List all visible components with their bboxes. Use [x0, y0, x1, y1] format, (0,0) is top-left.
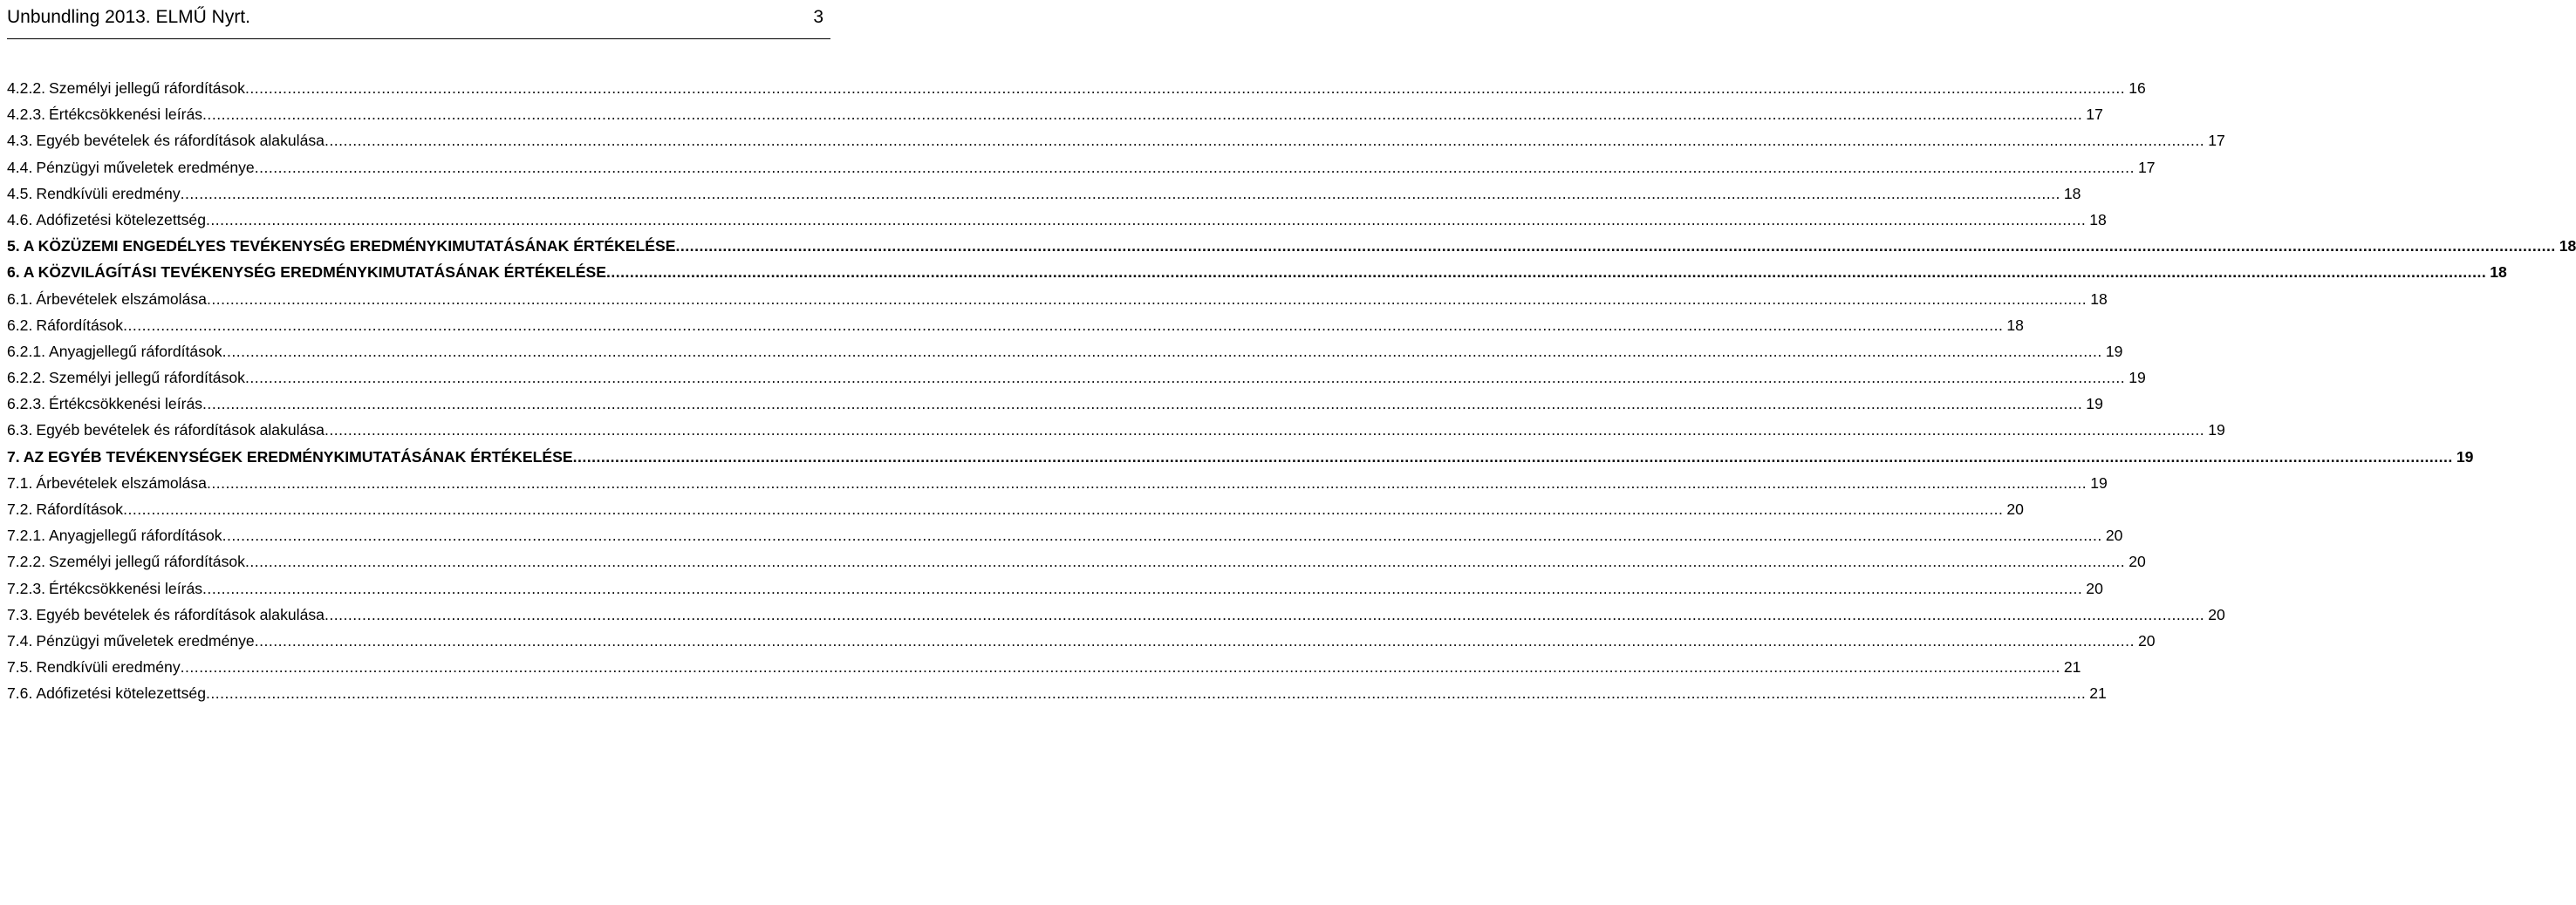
toc-dot-leader: ................................................................................................................................................................................................................................................................................................................................................................................................................	[206, 473, 2087, 492]
toc-entry[interactable]	[7, 522, 2123, 548]
table-of-contents	[7, 75, 2576, 707]
toc-entry-page: 18	[2006, 316, 2024, 334]
toc-entry-number: 7.5.	[7, 658, 33, 677]
toc-dot-leader: ................................................................................................................................................................................................................................................................................................................................................................................................................	[324, 421, 2205, 439]
toc-entry-line	[7, 101, 2103, 127]
toc-entry-number: 4.6.	[7, 210, 33, 228]
toc-entry-line	[7, 180, 2081, 207]
toc-entry-number: 4.2.3.	[7, 105, 46, 124]
toc-entry-line	[7, 575, 2103, 602]
toc-entry-line	[7, 391, 2103, 417]
toc-entry-title: AZ EGYÉB TEVÉKENYSÉGEK EREDMÉNYKIMUTATÁSÁNAK ÉRTÉKELÉSE	[23, 447, 573, 466]
toc-entry-page: 19	[2456, 447, 2474, 466]
toc-entry-page: 19	[2105, 342, 2123, 360]
toc-dot-leader: ................................................................................................................................................................................................................................................................................................................................................................................................................	[202, 395, 2083, 413]
toc-entry-number: 6.2.2.	[7, 369, 46, 387]
toc-entry-title: Anyagjellegű ráfordítások	[49, 342, 222, 360]
toc-entry-page: 20	[2128, 553, 2146, 571]
toc-dot-leader: ................................................................................................................................................................................................................................................................................................................................................................................................................	[572, 447, 2453, 466]
toc-entry-number: 6.3.	[7, 421, 33, 439]
toc-entry[interactable]	[7, 654, 2081, 680]
toc-dot-leader: ................................................................................................................................................................................................................................................................................................................................................................................................................	[254, 631, 2135, 650]
toc-entry-number: 6.2.	[7, 316, 33, 334]
toc-entry-page: 20	[2006, 500, 2024, 518]
toc-entry-line	[7, 312, 2024, 338]
toc-dot-leader: ................................................................................................................................................................................................................................................................................................................................................................................................................	[244, 79, 2126, 97]
toc-entry-page: 20	[2137, 631, 2156, 650]
toc-dot-leader: ................................................................................................................................................................................................................................................................................................................................................................................................................	[254, 158, 2135, 176]
toc-entry[interactable]	[7, 180, 2081, 207]
toc-entry-line	[7, 154, 2156, 180]
toc-entry[interactable]	[7, 127, 2225, 153]
toc-entry[interactable]	[7, 496, 2024, 522]
toc-entry[interactable]	[7, 312, 2024, 338]
toc-dot-leader: ................................................................................................................................................................................................................................................................................................................................................................................................................	[205, 684, 2087, 703]
toc-entry-page: 20	[2105, 527, 2123, 545]
toc-entry-page: 17	[2086, 105, 2103, 124]
toc-entry-number: 7.3.	[7, 605, 33, 623]
toc-entry[interactable]	[7, 628, 2156, 654]
toc-dot-leader: ................................................................................................................................................................................................................................................................................................................................................................................................................	[222, 342, 2102, 360]
toc-entry-page: 20	[2208, 605, 2225, 623]
toc-entry-title: Értékcsökkenési leírás	[49, 395, 203, 413]
toc-entry-page: 20	[2086, 579, 2103, 597]
toc-entry-title: Árbevételek elszámolása	[36, 289, 207, 308]
toc-entry-line	[7, 602, 2225, 628]
toc-dot-leader: ................................................................................................................................................................................................................................................................................................................................................................................................................	[202, 105, 2083, 124]
toc-dot-leader: ................................................................................................................................................................................................................................................................................................................................................................................................................	[202, 579, 2083, 597]
toc-entry-number: 7.1.	[7, 473, 33, 492]
toc-entry[interactable]	[7, 470, 2108, 496]
toc-entry-number: 7.6.	[7, 684, 33, 703]
toc-entry[interactable]	[7, 444, 2474, 470]
toc-entry-number: 6.1.	[7, 289, 33, 308]
toc-dot-leader: ................................................................................................................................................................................................................................................................................................................................................................................................................	[324, 132, 2205, 150]
toc-entry[interactable]	[7, 391, 2103, 417]
toc-entry-title: Személyi jellegű ráfordítások	[49, 553, 245, 571]
toc-entry-line	[7, 233, 2576, 259]
toc-entry[interactable]	[7, 680, 2107, 706]
toc-entry[interactable]	[7, 286, 2108, 312]
toc-entry-line	[7, 207, 2107, 233]
toc-entry-number: 4.4.	[7, 158, 33, 176]
toc-dot-leader: ................................................................................................................................................................................................................................................................................................................................................................................................................	[123, 316, 2004, 334]
toc-entry[interactable]	[7, 338, 2123, 364]
toc-entry-title: Anyagjellegű ráfordítások	[49, 527, 222, 545]
toc-entry-number: 4.2.2.	[7, 79, 46, 97]
toc-entry-title: Értékcsökkenési leírás	[49, 579, 203, 597]
toc-dot-leader: ................................................................................................................................................................................................................................................................................................................................................................................................................	[180, 184, 2060, 202]
toc-entry-number: 6.2.3.	[7, 395, 46, 413]
toc-entry-page: 18	[2490, 263, 2507, 282]
toc-entry-line	[7, 364, 2146, 391]
toc-entry-line	[7, 470, 2108, 496]
toc-dot-leader: ................................................................................................................................................................................................................................................................................................................................................................................................................	[675, 237, 2556, 255]
toc-entry-page: 18	[2063, 184, 2081, 202]
toc-entry-number: 7.2.2.	[7, 553, 46, 571]
toc-entry-title: Értékcsökkenési leírás	[49, 105, 203, 124]
toc-entry[interactable]	[7, 548, 2146, 575]
toc-entry-line	[7, 496, 2024, 522]
toc-entry-title: Személyi jellegű ráfordítások	[49, 79, 245, 97]
toc-dot-leader: ................................................................................................................................................................................................................................................................................................................................................................................................................	[205, 210, 2087, 228]
toc-entry-line	[7, 628, 2156, 654]
toc-entry-line	[7, 286, 2108, 312]
toc-dot-leader: ................................................................................................................................................................................................................................................................................................................................................................................................................	[180, 658, 2060, 677]
toc-entry-line	[7, 75, 2146, 101]
toc-entry-line	[7, 548, 2146, 575]
toc-entry-title: A KÖZÜZEMI ENGEDÉLYES TEVÉKENYSÉG EREDMÉNYKIMUTATÁSÁNAK ÉRTÉKELÉSE	[23, 237, 676, 255]
toc-entry[interactable]	[7, 233, 2576, 259]
toc-entry-number: 7.2.3.	[7, 579, 46, 597]
toc-dot-leader: ................................................................................................................................................................................................................................................................................................................................................................................................................	[244, 553, 2126, 571]
toc-entry-title: Személyi jellegű ráfordítások	[49, 369, 245, 387]
toc-entry-number: 5.	[7, 237, 20, 255]
toc-entry-title: Rendkívüli eredmény	[36, 184, 181, 202]
toc-dot-leader: ................................................................................................................................................................................................................................................................................................................................................................................................................	[123, 500, 2004, 518]
toc-entry[interactable]	[7, 417, 2225, 443]
toc-entry-title: Egyéb bevételek és ráfordítások alakulása	[36, 605, 325, 623]
page-header	[7, 3, 830, 39]
toc-entry[interactable]	[7, 101, 2103, 127]
toc-dot-leader: ................................................................................................................................................................................................................................................................................................................................................................................................................	[206, 289, 2087, 308]
toc-entry-page: 17	[2137, 158, 2156, 176]
toc-entry-page: 19	[2208, 421, 2225, 439]
toc-entry-title: Ráfordítások	[36, 316, 124, 334]
toc-entry[interactable]	[7, 207, 2107, 233]
toc-dot-leader: ................................................................................................................................................................................................................................................................................................................................................................................................................	[324, 605, 2205, 623]
toc-entry-number: 7.4.	[7, 631, 33, 650]
toc-entry-title: A KÖZVILÁGÍTÁSI TEVÉKENYSÉG EREDMÉNYKIMUTATÁSÁNAK ÉRTÉKELÉSE	[23, 263, 606, 282]
toc-entry-page: 16	[2128, 79, 2146, 97]
toc-entry-page: 18	[2559, 237, 2576, 255]
toc-entry-title: Pénzügyi műveletek eredménye	[36, 158, 255, 176]
toc-entry[interactable]	[7, 364, 2146, 391]
toc-entry-number: 4.5.	[7, 184, 33, 202]
page-number: 3	[813, 7, 823, 27]
toc-entry-page: 18	[2090, 289, 2108, 308]
toc-entry-title: Árbevételek elszámolása	[36, 473, 207, 492]
toc-entry-page: 21	[2089, 684, 2107, 703]
toc-entry-title: Pénzügyi műveletek eredménye	[36, 631, 255, 650]
toc-entry-page: 19	[2128, 369, 2146, 387]
toc-entry-line	[7, 680, 2107, 706]
toc-entry-page: 18	[2089, 210, 2107, 228]
toc-entry-title: Egyéb bevételek és ráfordítások alakulása	[36, 132, 325, 150]
toc-entry-title: Rendkívüli eredmény	[36, 658, 181, 677]
toc-entry-line	[7, 444, 2474, 470]
toc-entry-number: 7.	[7, 447, 20, 466]
toc-entry-number: 7.2.1.	[7, 527, 46, 545]
toc-entry-line	[7, 338, 2123, 364]
toc-entry-line	[7, 259, 2507, 285]
toc-entry[interactable]	[7, 602, 2225, 628]
toc-entry-page: 17	[2208, 132, 2225, 150]
toc-dot-leader: ................................................................................................................................................................................................................................................................................................................................................................................................................	[605, 263, 2487, 282]
toc-entry-page: 19	[2086, 395, 2103, 413]
toc-entry[interactable]	[7, 154, 2156, 180]
toc-entry-number: 6.2.1.	[7, 342, 46, 360]
toc-entry-title: Ráfordítások	[36, 500, 124, 518]
toc-entry-title: Egyéb bevételek és ráfordítások alakulása	[36, 421, 325, 439]
toc-entry-number: 7.2.	[7, 500, 33, 518]
toc-entry-line	[7, 522, 2123, 548]
toc-entry[interactable]	[7, 75, 2146, 101]
toc-entry-number: 4.3.	[7, 132, 33, 150]
toc-dot-leader: ................................................................................................................................................................................................................................................................................................................................................................................................................	[222, 527, 2102, 545]
toc-dot-leader: ................................................................................................................................................................................................................................................................................................................................................................................................................	[244, 369, 2126, 387]
toc-entry-title: Adófizetési kötelezettség	[36, 684, 206, 703]
toc-entry-page: 19	[2090, 473, 2108, 492]
toc-entry-line	[7, 417, 2225, 443]
toc-entry-line	[7, 654, 2081, 680]
document-title: Unbundling 2013. ELMŰ Nyrt.	[7, 7, 250, 27]
toc-entry-title: Adófizetési kötelezettség	[36, 210, 206, 228]
toc-entry[interactable]	[7, 259, 2507, 285]
toc-entry-number: 6.	[7, 263, 20, 282]
toc-entry-line	[7, 127, 2225, 153]
toc-entry[interactable]	[7, 575, 2103, 602]
toc-entry-page: 21	[2063, 658, 2081, 677]
